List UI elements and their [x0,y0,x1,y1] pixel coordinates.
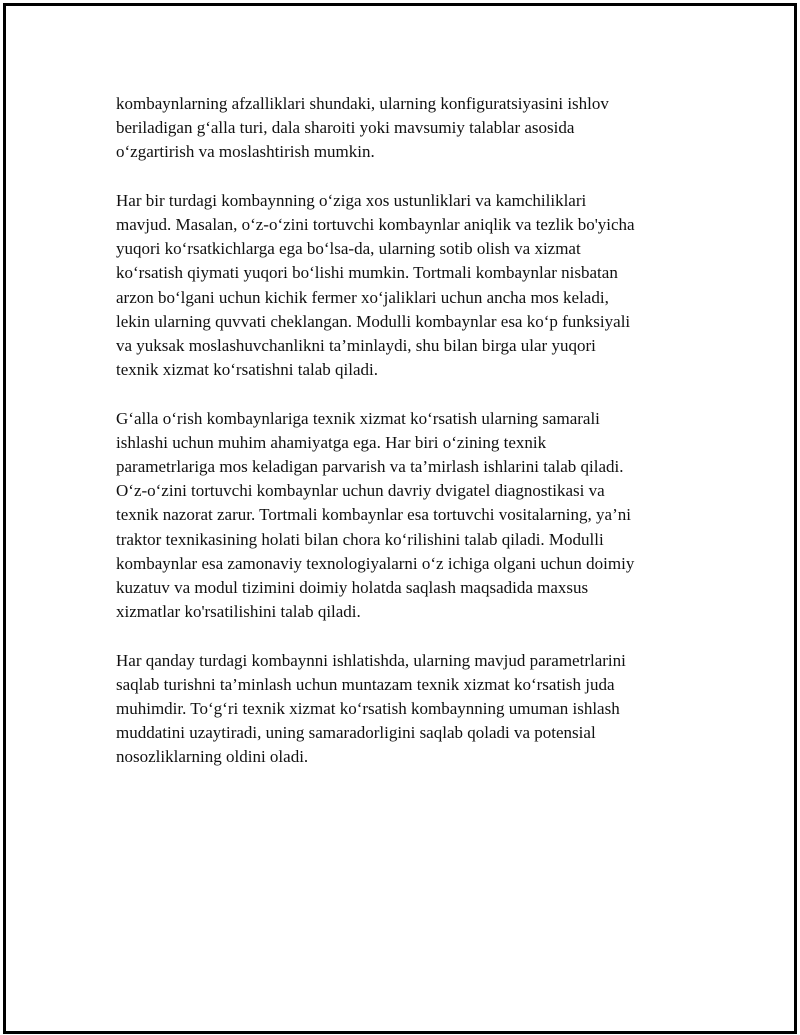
paragraph-combine-advantages: kombaynlarning afzalliklari shundaki, ularning konfiguratsiyasini ishlov beriladigan g‘alla turi, dala sharoiti yoki mavsumiy talablar asosida o‘zgartirish va moslashtirish mumkin. [116,94,609,162]
paragraph-conclusion: Har qanday turdagi kombaynni ishlatishda, ularning mavjud parametrlarini saqlab turishni ta’minlash uchun muntazam texnik xizmat ko‘rsatish juda muhimdir. To‘g‘ri texnik xizmat ko‘rsatish kombaynning umuman ishlash muddatini uzaytiradi, uning samaradorligini saqlab qoladi va potensial nosozliklarning oldini oladi. [116,650,626,767]
paragraph-combine-types-comparison: Har bir turdagi kombaynning o‘ziga xos ustunliklari va kamchiliklari mavjud. Masalan, o‘z-o‘zini tortuvchi kombaynlar aniqlik va tezlik bo'yicha yuqori ko‘rsatkichlarga ega bo‘lsa-da, ularning sotib olish va xizmat ko‘rsatish qiymati yuqori bo‘lishi mumkin. Tortmali kombaynlar nisbatan arzon bo‘lgani uchun kichik fermer xo‘jaliklari uchun ancha mos keladi, lekin ularning quvvati cheklangan. Modulli kombaynlar esa ko‘p funksiyali va yuksak moslashuvchanlikni ta’minlaydi, shu bilan birga ular yuqori texnik xizmat ko‘rsatishni talab qiladi. [116,190,635,380]
document-body [116,92,686,794]
paragraph-maintenance-importance: G‘alla o‘rish kombaynlariga texnik xizmat ko‘rsatish ularning samarali ishlashi uchun muhim ahamiyatga ega. Har biri o‘zining texnik parametrlariga mos keladigan parvarish va ta’mirlash ishlarini talab qiladi. O‘z-o‘zini tortuvchi kombaynlar uchun davriy dvigatel diagnostikasi va texnik nazorat zarur. Tortmali kombaynlar esa tortuvchi vositalarning, ya’ni traktor texnikasining holati bilan chora ko‘rilishini talab qiladi. Modulli kombaynlar esa zamonaviy texnologiyalarni o‘z ichiga olgani uchun doimiy kuzatuv va modul tizimini doimiy holatda saqlash maqsadida maxsus xizmatlar ko'rsatilishini talab qiladi. [116,408,635,622]
